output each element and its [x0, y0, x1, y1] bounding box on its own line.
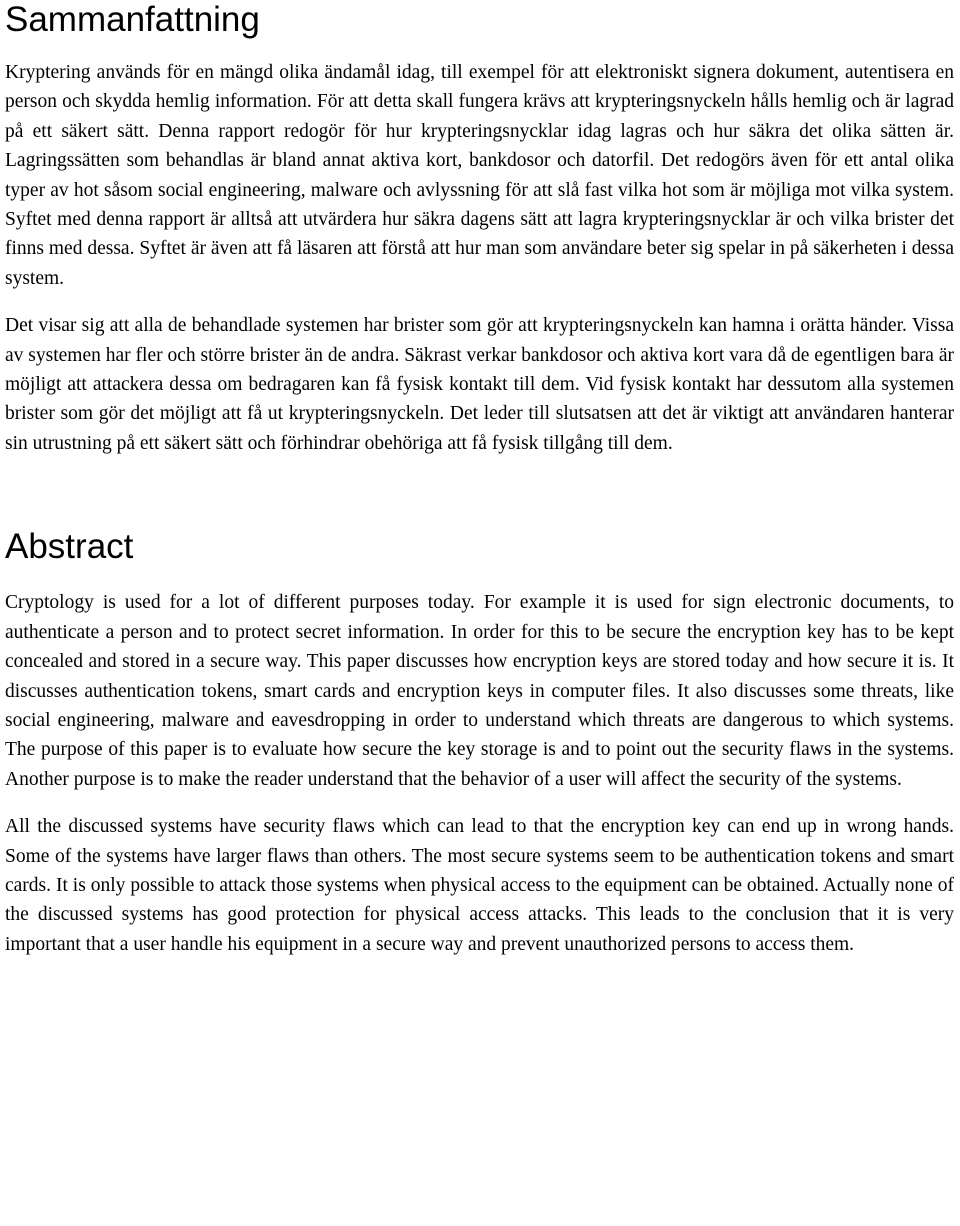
sammanfattning-paragraph-1: Kryptering används för en mängd olika ändamål idag, till exempel för att elektroniskt signera dokument, autentisera en person och skydda hemlig information. För att detta skall fungera krävs att krypteringsnyckeln hålls hemlig och är lagrad på ett säkert sätt. Denna rapport redogör för hur krypteringsnycklar idag lagras och hur säkra det olika sätten är. Lagringssätten som behandlas är bland annat aktiva kort, bankdosor och datorfil. Det redogörs även för ett antal olika typer av hot såsom social engineering, malware och avlyssning för att slå fast vilka hot som är möjliga mot vilka system. Syftet med denna rapport är alltså att utvärdera hur säkra dagens sätt att lagra krypteringsnycklar är och vilka brister det finns med dessa. Syftet är även att få läsaren att förstå att hur man som användare beter sig spelar in på säkerheten i dessa system.	[5, 62, 954, 289]
sammanfattning-section	[5, 0, 954, 458]
abstract-heading: Abstract	[5, 527, 134, 567]
abstract-paragraph-2: All the discussed systems have security flaws which can lead to that the encryption key can end up in wrong hands. Some of the systems have larger flaws than others. The most secure systems seem to be authentication tokens and smart cards. It is only possible to attack those systems when physical access to the equipment can be obtained. Actually none of the discussed systems has good protection for physical access attacks. This leads to the conclusion that it is very important that a user handle his equipment in a secure way and prevent unauthorized persons to access them.	[5, 816, 954, 955]
sammanfattning-heading: Sammanfattning	[5, 0, 260, 39]
abstract-paragraph-1: Cryptology is used for a lot of different purposes today. For example it is used for sign electronic documents, to authenticate a person and to protect secret information. In order for this to be secure the encryption key has to be kept concealed and stored in a secure way. This paper discusses how encryption keys are stored today and how secure it is. It discusses authentication tokens, smart cards and encryption keys in computer files. It also discusses some threats, like social engineering, malware and eavesdropping in order to understand which threats are dangerous to which systems. The purpose of this paper is to evaluate how secure the key storage is and to point out the security flaws in the systems. Another purpose is to make the reader understand that the behavior of a user will affect the security of the systems.	[5, 592, 954, 790]
abstract-section	[5, 527, 954, 959]
sammanfattning-paragraph-2: Det visar sig att alla de behandlade systemen har brister som gör att krypteringsnyckeln kan hamna i orätta händer. Vissa av systemen har fler och större brister än de andra. Säkrast verkar bankdosor och aktiva kort vara då de egentligen bara är möjligt att attackera dessa om bedragaren kan få fysisk kontakt till dem. Vid fysisk kontakt har dessutom alla systemen brister som gör det möjligt att få ut krypteringsnyckeln. Det leder till slutsatsen att det är viktigt att användaren hanterar sin utrustning på ett säkert sätt och förhindrar obehöriga att få fysisk tillgång till dem.	[5, 315, 954, 454]
